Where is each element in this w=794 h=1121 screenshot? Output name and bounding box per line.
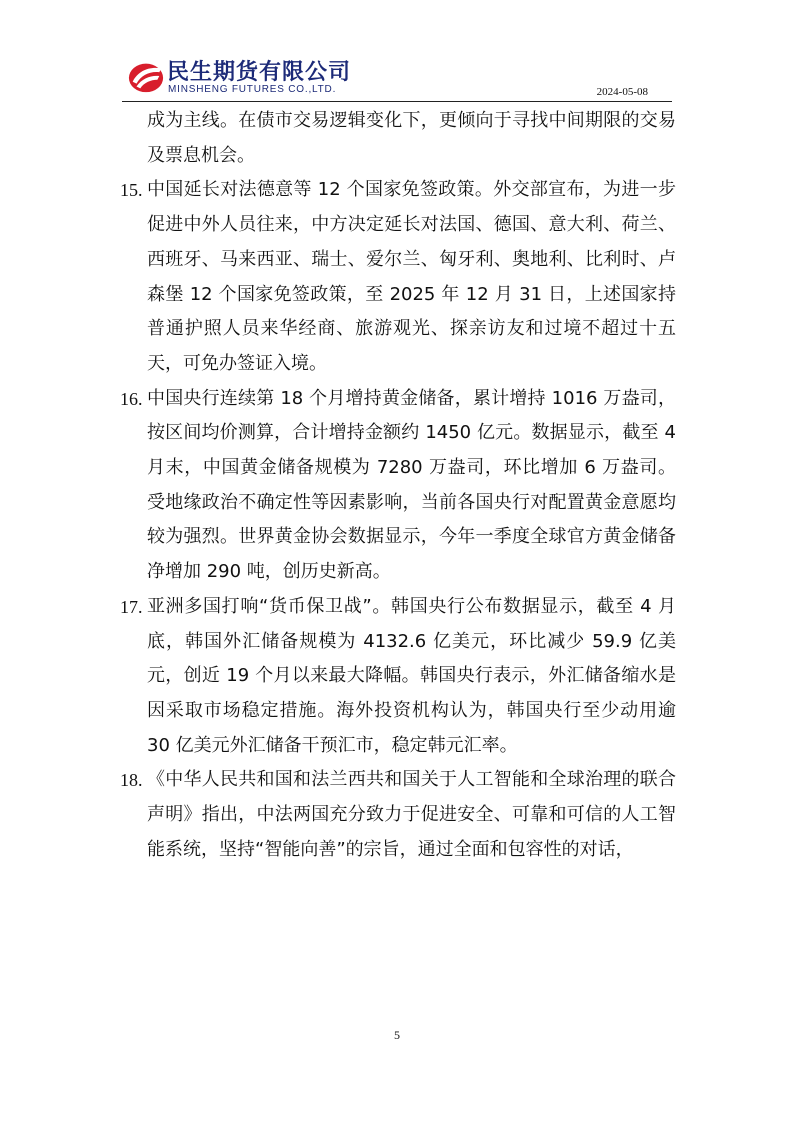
item-number: 16.	[120, 388, 143, 409]
continuation-paragraph: 成为主线。在债市交易逻辑变化下，更倾向于寻找中间期限的交易及票息机会。	[147, 110, 676, 166]
minsheng-logo-icon	[127, 57, 165, 95]
item-number: 17.	[120, 596, 143, 617]
document-body	[120, 104, 676, 867]
item-number: 18.	[120, 770, 143, 791]
header-divider	[122, 101, 672, 102]
list-item	[120, 382, 676, 590]
list-item	[120, 590, 676, 764]
company-name-cn: 民生期货有限公司	[167, 60, 352, 85]
report-date: 2024-05-08	[596, 86, 648, 98]
list-item	[120, 763, 676, 867]
page-header	[0, 0, 794, 104]
item-text: 中国央行连续第 18 个月增持黄金储备，累计增持 1016 万盎司，按区间均价测算，合计增持金额约 1450 亿元。数据显示，截至 4 月末，中国黄金储备规模为 7280 万盎司，环比增加 6 万盎司。受地缘政治不确定性等因素影响，当前各国央行对配置黄金意愿均较为强烈。世界黄金协会数据显示，今年一季度全球官方黄金储备净增加 290 吨，创历史新高。	[147, 387, 676, 583]
page-number: 5	[394, 1028, 400, 1042]
item-text: 中国延长对法德意等 12 个国家免签政策。外交部宣布，为进一步促进中外人员往来，中方决定延长对法国、德国、意大利、荷兰、西班牙、马来西亚、瑞士、爱尔兰、匈牙利、奥地利、比利时、卢森堡 12 个国家免签政策，至 2025 年 12 月 31 日，上述国家持普通护照人员来华经商、旅游观光、探亲访友和过境不超过十五天，可免办签证入境。	[147, 179, 676, 374]
item-text: 亚洲多国打响“货币保卫战”。韩国央行公布数据显示，截至 4 月底，韩国外汇储备规模为 4132.6 亿美元，环比减少 59.9 亿美元，创近 19 个月以来最大降幅。韩国央行表示，外汇储备缩水是因采取市场稳定措施。海外投资机构认为，韩国央行至少动用逾 30 亿美元外汇储备干预汇市，稳定韩元汇率。	[147, 595, 676, 756]
item-number: 15.	[120, 180, 143, 201]
item-text: 《中华人民共和国和法兰西共和国关于人工智能和全球治理的联合声明》指出，中法两国充分致力于促进安全、可靠和可信的人工智能系统，坚持“智能向善”的宗旨，通过全面和包容性的对话，	[147, 769, 676, 860]
list-item	[120, 173, 676, 381]
company-name-en: MINSHENG FUTURES CO.,LTD.	[168, 84, 337, 95]
